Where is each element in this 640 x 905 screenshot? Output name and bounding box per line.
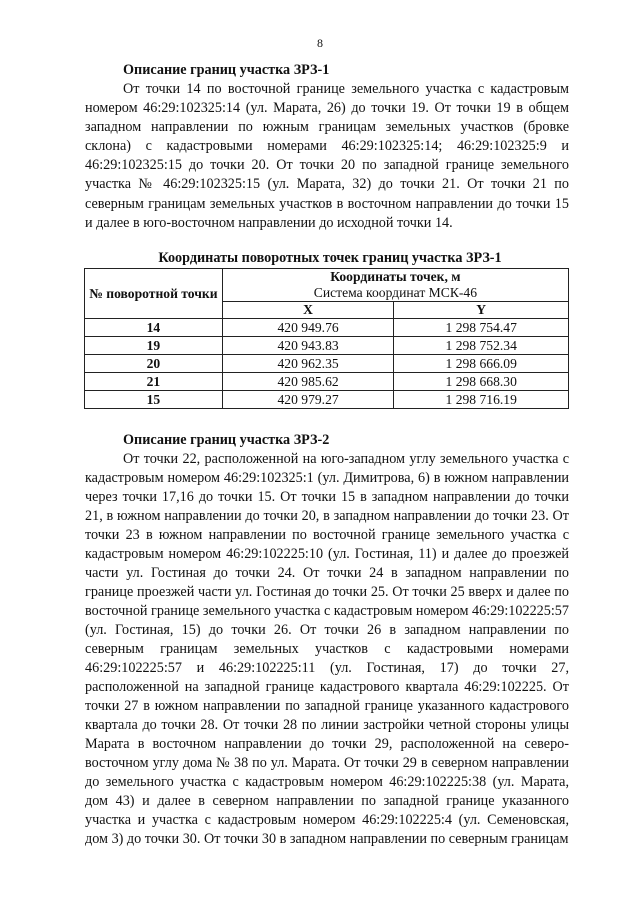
coordinates-table: [84, 268, 569, 409]
section-zrz1: [85, 61, 569, 233]
cell-x: 420 979.27: [222, 391, 394, 409]
header-x: X: [222, 302, 394, 319]
section-zrz2-title: Описание границ участка ЗРЗ-2: [123, 432, 330, 448]
cell-x: 420 949.76: [222, 319, 394, 337]
cell-x: 420 962.35: [222, 355, 394, 373]
section-zrz2-text: От точки 22, расположенной на юго-западном углу земельного участка с кадастровым номером 46:29:102325:1 (ул. Димитрова, 6) в южном направлении через точки 17,16 до точки 15. От точки 15 в западном направлении до точки 21, в южном направлении до точки 20, в западном направлении до точки 23. От точки 23 в южном направлении по восточной границе земельного участка с кадастровым номером 46:29:102225:10 (ул. Гостиная, 11) и далее до проезжей части ул. Гостиная до точки 24. От точки 24 в западном направлении по границе проезжей части ул. Гостиная до точки 25. От точки 25 вверх и далее по восточной границе земельного участка с кадастровым номером 46:29:102225:57 (ул. Гостиная, 15) до точки 26. От точки 26 в западном направлении по северным границам земельных участков с кадастровыми номерами 46:29:102225:57 и 46:29:102225:11 (ул. Гостиная, 17) до точки 27, расположенной на западной границе кадастрового квартала 46:29:102225. От точки 27 в южном направлении по западной границе указанного кадастрового квартала до точки 28. От точки 28 по линии застройки четной стороны улицы Марата в восточном направлении до точки 29, расположенной на северо-восточном углу дома № 38 по ул. Марата. От точки 29 в северном направлении до земельного участка с кадастровым номером 46:29:102225:38 (ул. Марата, дом 43) и далее в северном направлении по западной границе указанного участка и участка с кадастровым номером 46:29:102225:4 (ул. Семеновская, дом 3) до точки 30. От точки 30 в западном направлении по северным границам: [85, 451, 569, 847]
cell-point: 15: [85, 391, 223, 409]
section-zrz2: [85, 431, 569, 849]
cell-point: 20: [85, 355, 223, 373]
cell-point: 14: [85, 319, 223, 337]
page-number: 8: [317, 36, 323, 50]
cell-y: 1 298 668.30: [394, 373, 569, 391]
cell-y: 1 298 752.34: [394, 337, 569, 355]
table-row: [85, 391, 569, 409]
cell-y: 1 298 716.19: [394, 391, 569, 409]
cell-point: 19: [85, 337, 223, 355]
section-zrz1-text: От точки 14 по восточной границе земельного участка с кадастровым номером 46:29:102325:14 (ул. Марата, 26) до точки 19. От точки 19 в общем западном направлении по южным границам земельных участков (бровке склона) с кадастровыми номерами 46:29:102325:14; 46:29:102325:9 и 46:29:102325:15 до точки 20. От точки 20 по западной границе земельного участка № 46:29:102325:15 (ул. Марата, 32) до точки 21. От точки 21 по северным границам земельных участков в восточном направлении до точки 15 и далее в юго-восточном направлении до исходной точки 14.: [85, 81, 569, 231]
table-row: [85, 355, 569, 373]
header-y: Y: [394, 302, 569, 319]
table-row: [85, 337, 569, 355]
cell-y: 1 298 666.09: [394, 355, 569, 373]
header-point-number: № поворотной точки: [85, 269, 223, 319]
section-zrz1-title: Описание границ участка ЗРЗ-1: [123, 62, 330, 78]
header-coordinates: [222, 269, 568, 302]
cell-x: 420 943.83: [222, 337, 394, 355]
header-coordinate-system: Система координат МСК-46: [313, 285, 478, 300]
cell-y: 1 298 754.47: [394, 319, 569, 337]
table-caption: Координаты поворотных точек границ участка ЗРЗ-1: [158, 250, 502, 266]
table-row: [85, 373, 569, 391]
cell-x: 420 985.62: [222, 373, 394, 391]
cell-point: 21: [85, 373, 223, 391]
table-row: [85, 319, 569, 337]
header-coordinates-title: Координаты точек, м: [330, 269, 461, 284]
